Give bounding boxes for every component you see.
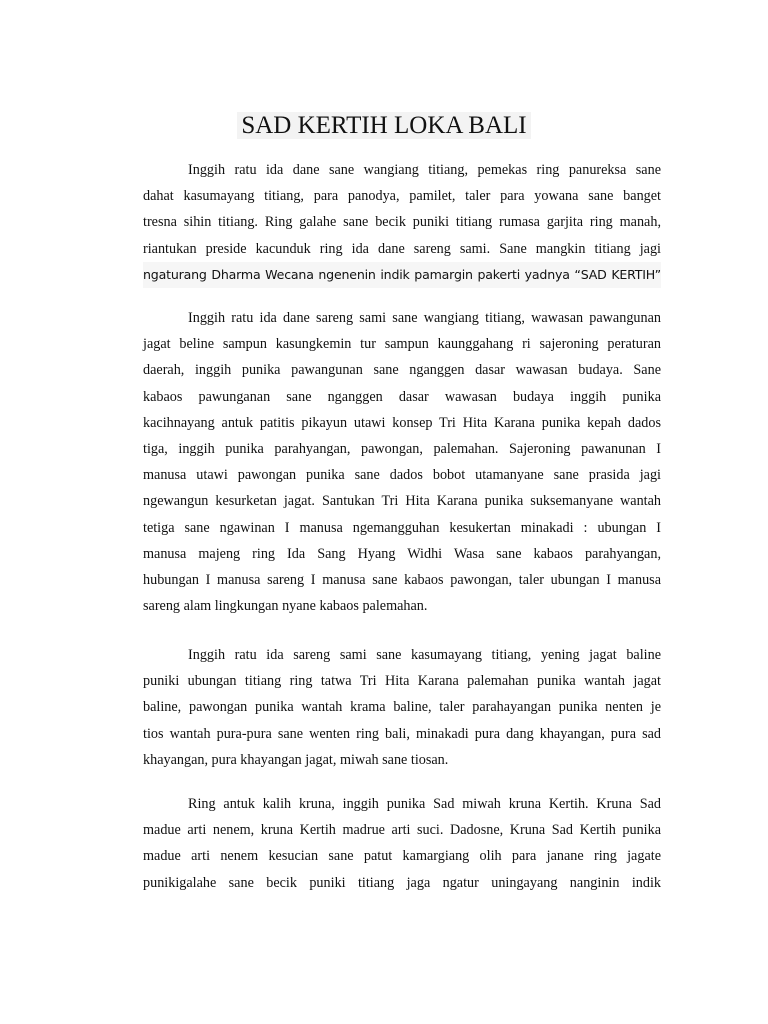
paragraph-4 (143, 791, 661, 896)
paragraph-line: daerah, inggih punika pawangunan sane nganggen dasar wawasan budaya. Sane (143, 362, 661, 379)
paragraph-line: kabaos pawunganan sane nganggen dasar wawasan budaya inggih punika (143, 388, 661, 405)
paragraph-line: ngaturang Dharma Wecana ngenenin indik pamargin pakerti yadnya “SAD KERTIH” (143, 262, 661, 288)
paragraph-line: ngewangun kesurketan jagat. Santukan Tri Hita Karana punika suksemanyane wantah (143, 493, 661, 510)
paragraph-line: tios wantah pura-pura sane wenten ring bali, minakadi pura dang khayangan, pura sad (143, 725, 661, 742)
document-title (0, 110, 768, 142)
paragraph-line: jagat beline sampun kasungkemin tur sampun kaunggahang ri sajeroning peraturan (143, 336, 661, 353)
paragraph-line: dahat kasumayang titiang, para panodya, pamilet, taler para yowana sane banget (143, 188, 661, 205)
paragraph-line: manusa utawi pawongan punika sane dados bobot utamanyane sane prasida jagi (143, 467, 661, 484)
paragraph-line: baline, pawongan punika wantah krama baline, taler parahayangan punika nenten je (143, 699, 661, 716)
paragraph-line: madue arti nenem, kruna Kertih madrue arti suci. Dadosne, Kruna Sad Kertih punika (143, 822, 661, 839)
paragraph-line: Inggih ratu ida dane sane wangiang titiang, pemekas ring panureksa sane (188, 162, 661, 178)
paragraph-line: sareng alam lingkungan nyane kabaos palemahan. (143, 598, 428, 615)
paragraph-line: tresna sihin titiang. Ring galahe sane becik puniki titiang rumasa garjita ring manah, (143, 214, 661, 231)
paragraph-line: riantukan preside kacunduk ring ida dane sareng sami. Sane mangkin titiang jagi (143, 240, 661, 257)
paragraph-line: kacihnayang antuk patitis pikayun utawi konsep Tri Hita Karana punika kepah dados (143, 414, 661, 431)
paragraph-3 (143, 642, 661, 773)
paragraph-line: Inggih ratu ida sareng sami sane kasumayang titiang, yening jagat baline (188, 647, 661, 663)
paragraph-line: punikigalahe sane becik puniki titiang jaga ngatur uningayang nanginin indik (143, 874, 661, 891)
paragraph-line: khayangan, pura khayangan jagat, miwah sane tiosan. (143, 751, 449, 768)
paragraph-line: manusa majeng ring Ida Sang Hyang Widhi Wasa sane kabaos parahyangan, (143, 545, 661, 562)
paragraph-line: Ring antuk kalih kruna, inggih punika Sad miwah kruna Kertih. Kruna Sad (188, 796, 661, 812)
paragraph-line: tetiga sane ngawinan I manusa ngemangguhan kesukertan minakadi : ubungan I (143, 519, 661, 536)
paragraph-2 (143, 305, 661, 619)
title-text: SAD KERTIH LOKA BALI (237, 112, 530, 139)
paragraph-line: hubungan I manusa sareng I manusa sane kabaos pawongan, taler ubungan I manusa (143, 572, 661, 589)
paragraph-line: puniki ubungan titiang ring tatwa Tri Hita Karana palemahan punika wantah jagat (143, 673, 661, 690)
paragraph-line: madue arti nenem kesucian sane patut kamargiang olih para janane ring jagate (143, 848, 661, 865)
paragraph-1 (143, 157, 661, 288)
paragraph-line: Inggih ratu ida dane sareng sami sane wangiang titiang, wawasan pawangunan (188, 310, 661, 326)
paragraph-line: tiga, inggih punika parahyangan, pawongan, palemahan. Sajeroning pawanunan I (143, 441, 661, 458)
